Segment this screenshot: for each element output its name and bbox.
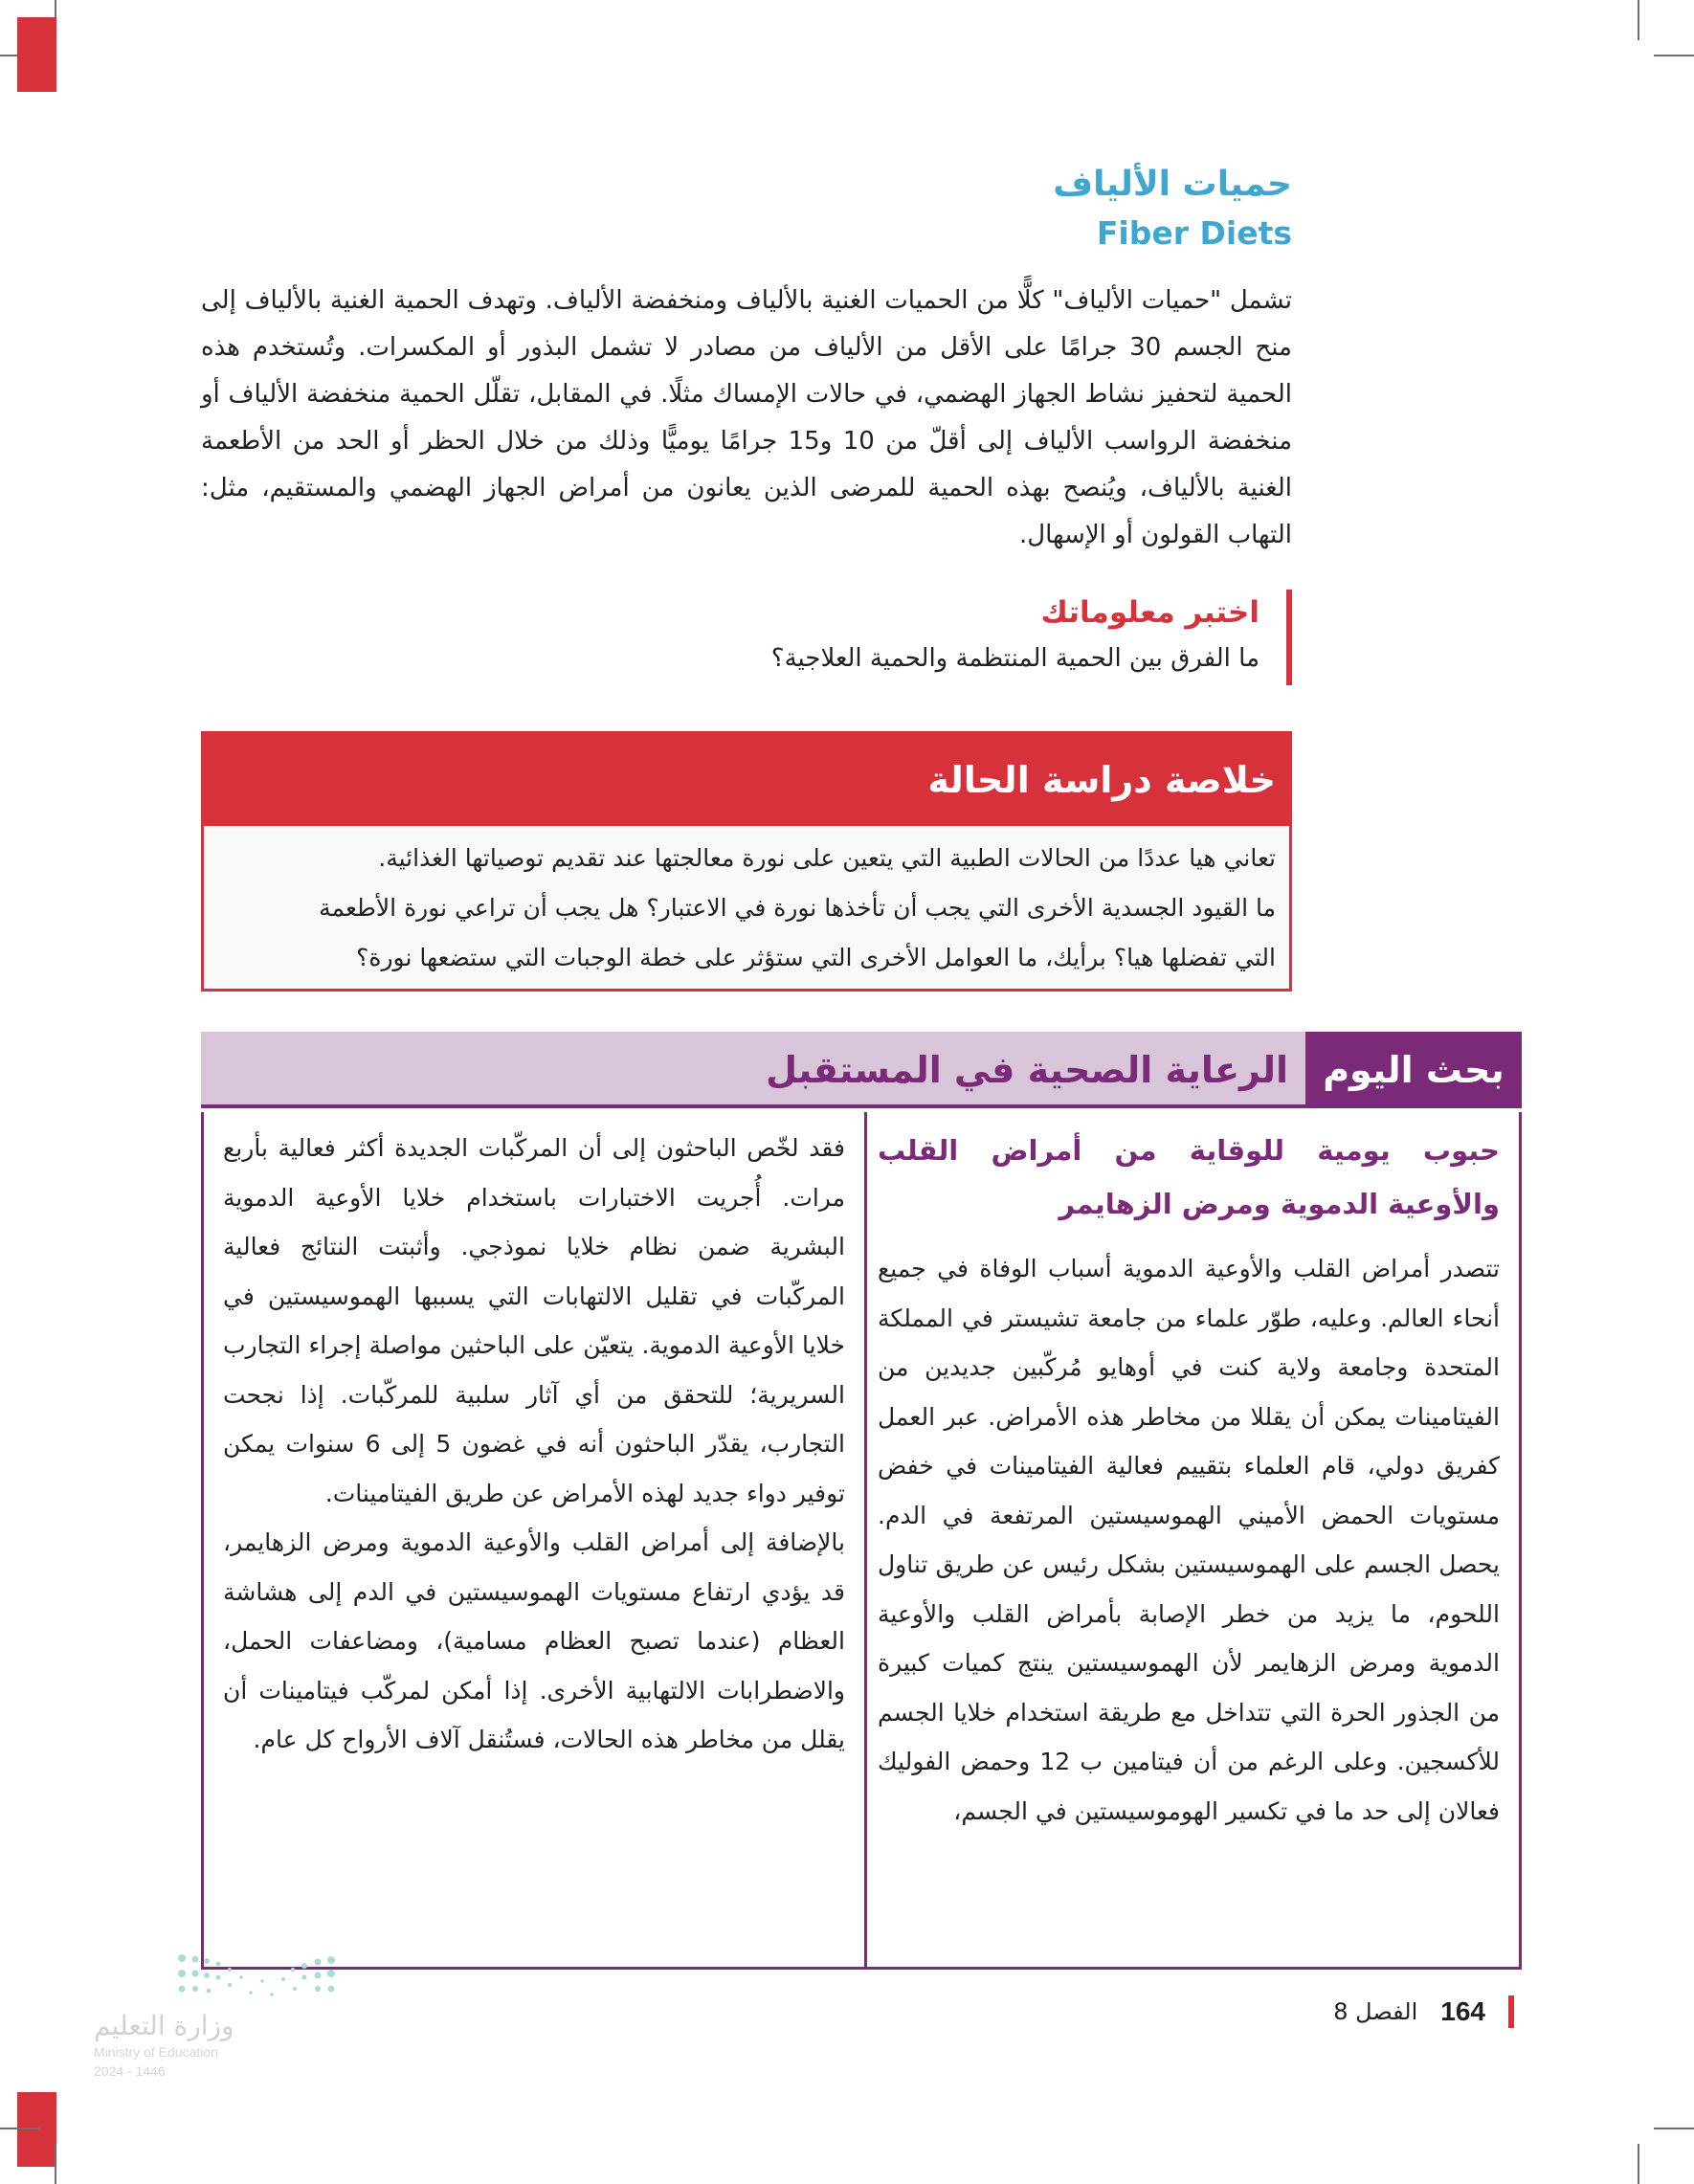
crop-mark <box>1638 0 1639 40</box>
quiz-box <box>201 590 1292 685</box>
ministry-year: 2024 - 1446 <box>94 2063 166 2079</box>
section-title-arabic: حميات الألياف <box>1053 165 1292 204</box>
research-box <box>201 1032 1522 1970</box>
crop-mark <box>1654 55 1694 56</box>
ministry-logo-icon <box>176 1952 339 2010</box>
ministry-name-english: Ministry of Education <box>94 2044 218 2060</box>
section-title-english: Fiber Diets <box>1096 214 1292 252</box>
case-summary-box <box>201 731 1292 992</box>
research-header <box>201 1032 1522 1108</box>
case-summary-line: التي تفضلها هيا؟ برأيك، ما العوامل الأخرى التي ستؤثر على خطة الوجبات التي ستضعها نورة؟ <box>356 944 1276 971</box>
case-summary-title: خلاصة دراسة الحالة <box>927 759 1276 801</box>
article-title: حبوب يومية للوقاية من أمراض القلب والأوعية الدموية ومرض الزهايمر <box>878 1134 1500 1220</box>
column-divider <box>864 1112 867 1967</box>
article-paragraph: تتصدر أمراض القلب والأوعية الدموية أسباب الوفاة في جميع أنحاء العالم. وعليه، طوّر علماء من جامعة تشيستر في المملكة المتحدة وجامعة ولاية كنت في أوهايو مُركّبين جديدين من الفيتامينات يمكن أن يقللا من مخاطر هذه الأمراض. عبر العمل كفريق دولي، قام العلماء بتقييم فعالية الفيتامينات في خفض مستويات الحمض الأميني الهموسيستين المرتفعة في الدم. يحصل الجسم على الهموسيستين بشكل رئيس عن طريق تناول اللحوم، ما يزيد من خطر الإصابة بأمراض القلب والأوعية الدموية ومرض الزهايمر لأن الهموسيستين ينتج كميات كبيرة من الجذور الحرة التي تتداخل مع طريقة استخدام خلايا الجسم للأكسجين. وعلى الرغم من أن فيتامين ب 12 وحمض الفوليك فعالان إلى حد ما في تكسير الهوموسيستين في الجسم، <box>878 1255 1500 1825</box>
research-title: الرعاية الصحية في المستقبل <box>766 1049 1288 1091</box>
ministry-name-arabic: وزارة التعليم <box>94 2010 234 2041</box>
article-paragraph: بالإضافة إلى أمراض القلب والأوعية الدموية ومرض الزهايمر، قد يؤدي ارتفاع مستويات الهموسيستين في الدم إلى هشاشة العظام (عندما تصبح العظام مسامية)، ومضاعفات الحمل، والاضطرابات الالتهابية الأخرى. إذا أمكن لمركّب فيتامينات أن يقلل من مخاطر هذه الحالات، فستُنقل آلاف الأرواح كل عام. <box>223 1528 845 1753</box>
crop-mark <box>1654 2128 1694 2129</box>
fiber-diets-paragraph: تشمل "حميات الألياف" كلًّا من الحميات الغنية بالألياف ومنخفضة الألياف. وتهدف الحمية الغنية بالألياف إلى منح الجسم 30 جرامًا على الأقل من الألياف من مصادر لا تشمل البذور أو المكسرات. وتُستخدم هذه الحمية لتحفيز نشاط الجهاز الهضمي، في حالات الإمساك مثلًا. في المقابل، تقلّل الحمية منخفضة الألياف أو منخفضة الرواسب الألياف إلى أقلّ من 10 و15 جرامًا يوميًّا وذلك من خلال الحظر أو الحد من الأطعمة الغنية بالألياف، ويُنصح بهذه الحمية للمرضى الذين يعانون من أمراض الجهاز الهضمي والمستقيم، مثل: التهاب القولون أو الإسهال. <box>201 286 1292 549</box>
case-summary-line: تعاني هيا عددًا من الحالات الطبية التي يتعين على نورة معالجتها عند تقديم توصياتها الغذائية. <box>378 844 1276 872</box>
page-footer <box>1333 1991 1514 2033</box>
page-number: 164 <box>1440 1996 1485 2026</box>
quiz-title: اختبر معلوماتك <box>1040 595 1259 630</box>
crop-mark <box>55 2144 56 2184</box>
chapter-label: الفصل 8 <box>1333 1998 1418 2025</box>
research-tag: بحث اليوم <box>1305 1032 1522 1108</box>
article-paragraph: فقد لخّص الباحثون إلى أن المركّبات الجديدة أكثر فعالية بأربع مرات. أُجريت الاختبارات باستخدام خلايا الأوعية الدموية البشرية ضمن نظام خلايا نموذجي. وأثبتت النتائج فعالية المركّبات في تقليل الالتهابات التي يسببها الهموسيستين في خلايا الأوعية الدموية. يتعيّن على الباحثين مواصلة إجراء التجارب السريرية؛ للتحقق من أي آثار سلبية للمركّبات. إذا نجحت التجارب، يقدّر الباحثون أنه في غضون 5 إلى 6 سنوات يمكن توفير دواء جديد لهذه الأمراض عن طريق الفيتامينات. <box>223 1134 846 1507</box>
ministry-watermark <box>90 1952 272 2077</box>
crop-mark <box>0 2128 40 2129</box>
crop-mark <box>1638 2144 1639 2184</box>
case-summary-header <box>204 734 1289 826</box>
case-summary-body <box>204 826 1289 983</box>
footer-accent-bar <box>1508 1995 1514 2028</box>
research-right-column <box>878 1124 1500 1836</box>
research-body <box>201 1112 1522 1970</box>
edge-tab <box>17 2092 56 2167</box>
quiz-question: ما الفرق بين الحمية المنتظمة والحمية العلاجية؟ <box>770 644 1259 673</box>
case-summary-line: ما القيود الجسدية الأخرى التي يجب أن تأخذها نورة في الاعتبار؟ هل يجب أن تراعي نورة الأطعمة <box>319 894 1276 922</box>
research-left-column <box>223 1124 845 1765</box>
edge-tab <box>17 17 56 92</box>
